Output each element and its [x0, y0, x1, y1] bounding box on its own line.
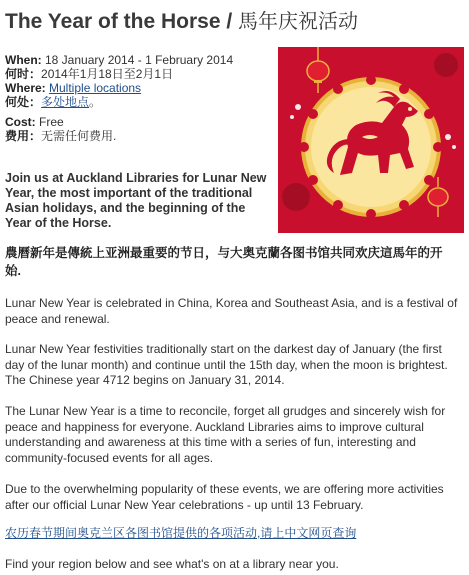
- where-zh-label: 何处：: [5, 95, 42, 109]
- where-multiple-locations-link[interactable]: Multiple locations: [49, 81, 142, 95]
- cost-zh-row: [5, 129, 275, 143]
- cost-label: Cost:: [5, 115, 36, 129]
- paragraph-chinese-link: [5, 526, 460, 542]
- paragraph-festivities: Lunar New Year festivities traditionally start on the darkest day of January (the first day of the lunar month) and continue until the 15th day, when the moon is brightest. The Chinese year 4712 begins on January 31, 2014.: [5, 342, 448, 387]
- where-zh-end: 。: [89, 95, 102, 109]
- title-chinese: 馬年庆祝活动: [238, 9, 359, 33]
- title-separator: /: [220, 10, 239, 33]
- title-english: The Year of the Horse: [5, 10, 221, 33]
- cost-zh-label: 费用：: [5, 129, 42, 143]
- when-label: When:: [5, 53, 42, 67]
- chinese-page-link[interactable]: 农历春节期间奥克兰区各图书馆提供的各项活动,请上中文网页查询: [5, 526, 357, 540]
- when-zh-row: [5, 67, 275, 81]
- paragraph-reconcile: The Lunar New Year is a time to reconcile, forget all grudges and sincerely wish for peace and happiness for everyone. Auckland Libraries aims to improve cultural understanding and awareness at this time with a series of fun, interesting and community-focused events for all ages.: [5, 404, 446, 465]
- paragraph-celebration: Lunar New Year is celebrated in China, Korea and Southeast Asia, and is a festival of peace and renewal.: [5, 296, 458, 326]
- cost-zh-value: 无需任何费用.: [41, 129, 117, 143]
- page-title: [5, 8, 464, 35]
- event-details: [5, 53, 275, 143]
- where-zh-row: [5, 95, 275, 109]
- when-row: [5, 53, 275, 67]
- when-value: 18 January 2014 - 1 February 2014: [45, 53, 234, 67]
- event-page: [5, 8, 464, 571]
- cost-value: Free: [39, 115, 64, 129]
- paragraph-find-region: Find your region below and see what's on at a library near you.: [5, 557, 339, 571]
- intro-english: Join us at Auckland Libraries for Lunar New Year, the most important of the traditional Asian holidays, and the beginning of the Year of the Horse.: [5, 171, 267, 230]
- where-zh-locations-link[interactable]: 多处地点: [41, 95, 90, 109]
- cost-row: [5, 115, 275, 129]
- paragraph-popularity: Due to the overwhelming popularity of these events, we are offering more activities after our official Lunar New Year celebrations - up until 13 February.: [5, 482, 444, 512]
- where-label: Where:: [5, 81, 46, 95]
- year-of-the-horse-papercut-icon: [278, 47, 464, 233]
- intro-chinese: 農曆新年是傳統上亚洲最重要的节日，与大奥克蘭各图书馆共同欢庆這馬年的开始.: [5, 246, 443, 278]
- when-zh-label: 何时：: [5, 67, 42, 81]
- when-zh-value: 2014年1月18日至2月1日: [41, 67, 174, 81]
- where-row: [5, 81, 275, 95]
